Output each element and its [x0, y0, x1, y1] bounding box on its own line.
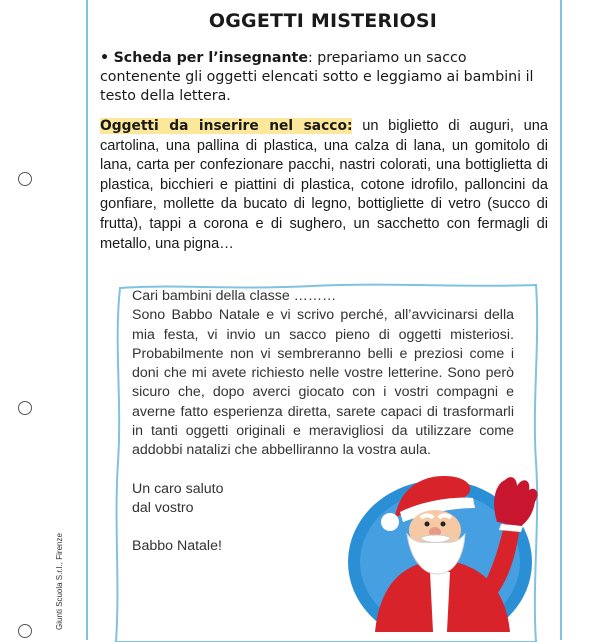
objects-list — [100, 117, 548, 254]
copyright-credit: Giunti Scuola S.r.l., Firenze — [55, 533, 64, 630]
santa-illustration — [345, 462, 545, 632]
teacher-note — [100, 49, 550, 106]
teacher-note-text: : prepariamo un sacco contenente gli oggetti elencati sotto e leggiamo ai bambini il testo della lettera. — [100, 50, 534, 104]
teacher-note-label: Scheda per l’insegnante — [113, 50, 308, 66]
binder-hole — [18, 624, 32, 638]
objects-text: un biglietto di auguri, una cartolina, una pallina di plastica, una calza di lana, un gomitolo di lana, carta per confezionare pacchi, nastri colorati, una bottiglietta di plastica, bicchieri e piattini di plastica, cotone idrofilo, palloncini da gonfiare, mollette da bucato di legno, bottigliette di vetro (succo di frutta), tappi a corona e di sughero, un sacchetto con fermagli di metallo, una pigna… — [100, 118, 548, 252]
letter-signature: Babbo Natale! — [132, 538, 222, 555]
letter-closing: dal vostro — [132, 499, 194, 516]
letter-body: Sono Babbo Natale e vi scrivo perché, all’avvicinarsi della mia festa, vi invio un sacco pieno di oggetti misteriosi. Probabilmente non vi sembreranno belli e preziosi come i doni che mi avete richiesto nelle vostre letterine. Sono però sicuro che, dopo averci giocato con i vostri compagni e averne fatto esperienza diretta, sarete capaci di trasformarli in tanti oggetti originali e meravigliosi da utilizzare come addobbi natalizi che abbelliranno la vostra aula. — [132, 307, 514, 459]
letter-closing: Un caro saluto — [132, 480, 224, 497]
binder-hole — [18, 172, 32, 186]
bullet: • — [100, 50, 110, 66]
binder-hole — [18, 401, 32, 415]
objects-label: Oggetti da inserire nel sacco: — [100, 118, 353, 134]
letter-greeting: Cari bambini della classe ……… — [132, 288, 337, 304]
page-title: OGGETTI MISTERIOSI — [208, 10, 438, 32]
